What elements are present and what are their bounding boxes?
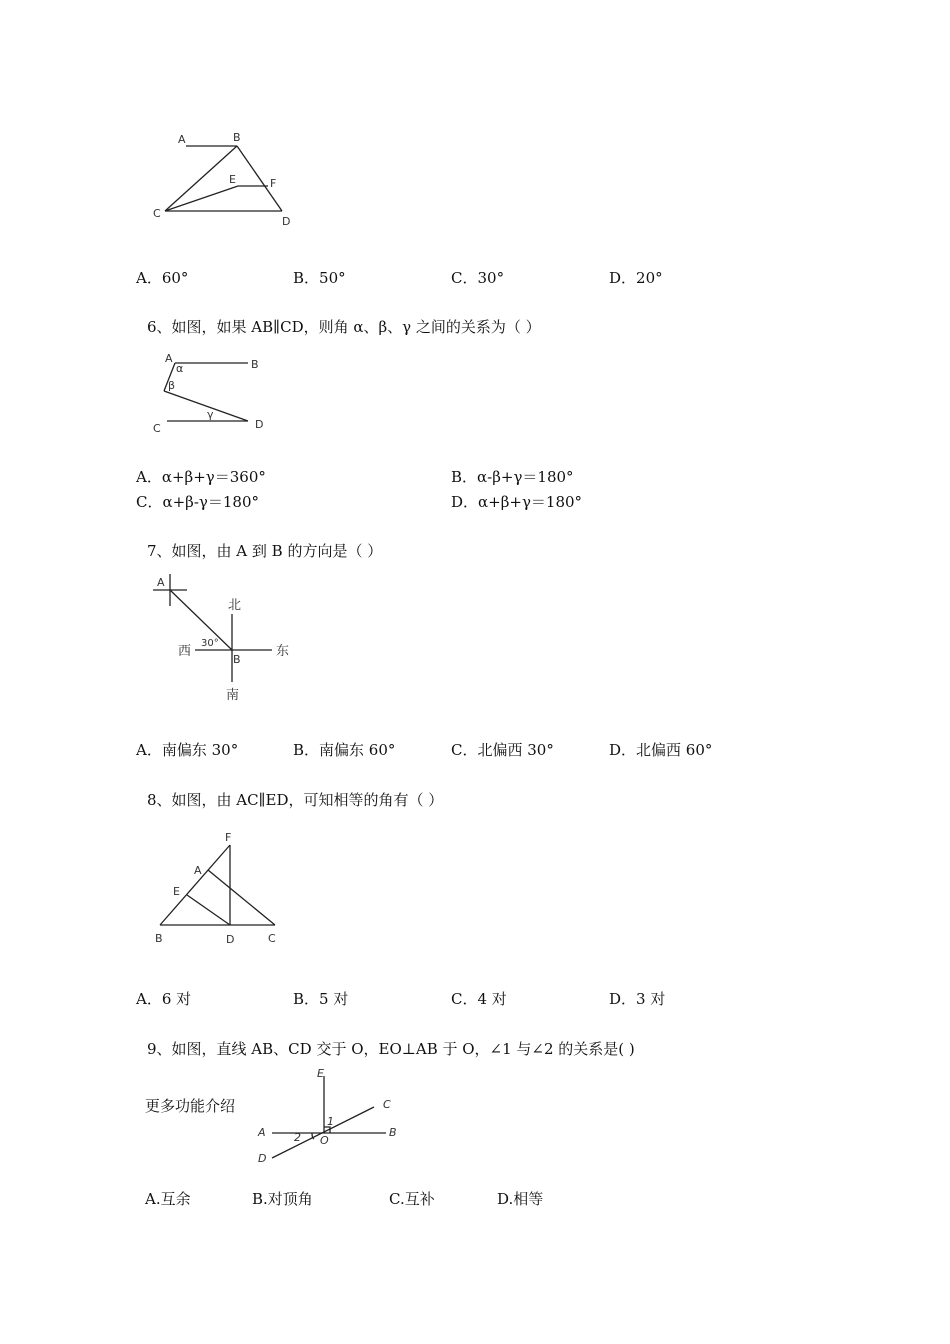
q8-option-a: A．6 对 bbox=[136, 990, 192, 1008]
q5-label-b: B bbox=[233, 131, 241, 144]
q7-label-angle: 30° bbox=[201, 638, 219, 649]
q8-option-c: C．4 对 bbox=[451, 990, 507, 1008]
q9-label-e: E bbox=[317, 1067, 324, 1080]
q7-label-east: 东 bbox=[276, 644, 290, 659]
q9-label-d: D bbox=[258, 1152, 267, 1165]
q7-option-c: C．北偏西 30° bbox=[451, 741, 554, 759]
q8-label-d: D bbox=[226, 933, 235, 946]
q9-label-a: A bbox=[258, 1126, 266, 1139]
q8-line-ed bbox=[187, 895, 230, 925]
q9-option-d: D.相等 bbox=[497, 1190, 544, 1208]
q6-option-b: B．α-β+γ＝180° bbox=[451, 468, 574, 486]
q9-label-o: O bbox=[320, 1134, 329, 1147]
q5-option-c: C．30° bbox=[451, 269, 505, 287]
q6-question: 6、如图，如果 AB∥CD，则角 α、β、γ 之间的关系为（ ） bbox=[147, 318, 541, 336]
q5-label-f: F bbox=[270, 177, 277, 190]
q6-label-alpha: α bbox=[176, 362, 184, 375]
q8-label-b: B bbox=[155, 932, 163, 945]
q6-label-b: B bbox=[251, 358, 259, 371]
q6-label-gamma: γ bbox=[207, 408, 214, 421]
q6-label-beta: β bbox=[168, 379, 176, 392]
q7-label-west: 西 bbox=[178, 644, 192, 659]
q8-label-c: C bbox=[268, 932, 276, 945]
q6-option-d: D．α+β+γ＝180° bbox=[451, 493, 583, 511]
q8-label-a: A bbox=[194, 864, 202, 877]
q7-option-a: A．南偏东 30° bbox=[136, 741, 239, 759]
q5-line-bc bbox=[165, 146, 237, 211]
q6-option-a: A．α+β+γ＝360° bbox=[136, 468, 266, 486]
q9-label-two: 2 bbox=[294, 1131, 301, 1144]
q7-option-d: D．北偏西 60° bbox=[609, 741, 713, 759]
q9-option-a: A.互余 bbox=[145, 1190, 191, 1208]
q6-label-c: C bbox=[153, 422, 161, 435]
q9-option-c: C.互补 bbox=[389, 1190, 435, 1208]
q8-label-f: F bbox=[225, 831, 232, 844]
q8-figure bbox=[145, 825, 295, 955]
q6-line-turn-d bbox=[164, 391, 248, 421]
q7-label-south: 南 bbox=[226, 688, 240, 703]
q8-question: 8、如图，由 AC∥ED，可知相等的角有（ ） bbox=[147, 791, 444, 809]
q5-option-d: D．20° bbox=[609, 269, 663, 287]
q7-option-b: B．南偏东 60° bbox=[293, 741, 396, 759]
q7-figure bbox=[145, 570, 305, 710]
q5-label-d: D bbox=[282, 215, 291, 228]
q9-question: 9、如图，直线 AB、CD 交于 O，EO⊥AB 于 O，∠1 与∠2 的关系是( ) bbox=[147, 1040, 635, 1058]
q9-label-one: 1 bbox=[327, 1115, 334, 1128]
q8-line-bf bbox=[160, 845, 230, 925]
q8-option-b: B．5 对 bbox=[293, 990, 349, 1008]
q7-label-a: A bbox=[157, 576, 165, 589]
q9-label-c: C bbox=[383, 1098, 391, 1111]
q9-angle-2-arc bbox=[312, 1133, 314, 1139]
q9-option-b: B.对顶角 bbox=[252, 1190, 313, 1208]
q9-label-b: B bbox=[389, 1126, 397, 1139]
q5-label-a: A bbox=[178, 133, 186, 146]
q5-label-e: E bbox=[229, 173, 236, 186]
q5-label-c: C bbox=[153, 207, 161, 220]
q8-label-e: E bbox=[173, 885, 180, 898]
q9-side-text: 更多功能介绍 bbox=[145, 1097, 236, 1115]
q8-option-d: D．3 对 bbox=[609, 990, 666, 1008]
q5-figure bbox=[140, 125, 310, 235]
q7-label-north: 北 bbox=[228, 598, 242, 613]
q7-question: 7、如图，由 A 到 B 的方向是（ ） bbox=[147, 542, 383, 560]
q7-label-b: B bbox=[233, 653, 241, 666]
q9-figure bbox=[250, 1062, 410, 1172]
q6-label-a: A bbox=[165, 352, 173, 365]
q5-option-a: A．60° bbox=[136, 269, 189, 287]
q6-figure bbox=[145, 350, 275, 440]
q5-option-b: B．50° bbox=[293, 269, 346, 287]
q6-option-c: C．α+β-γ＝180° bbox=[136, 493, 260, 511]
q5-line-ce bbox=[165, 186, 238, 211]
q6-label-d: D bbox=[255, 418, 264, 431]
